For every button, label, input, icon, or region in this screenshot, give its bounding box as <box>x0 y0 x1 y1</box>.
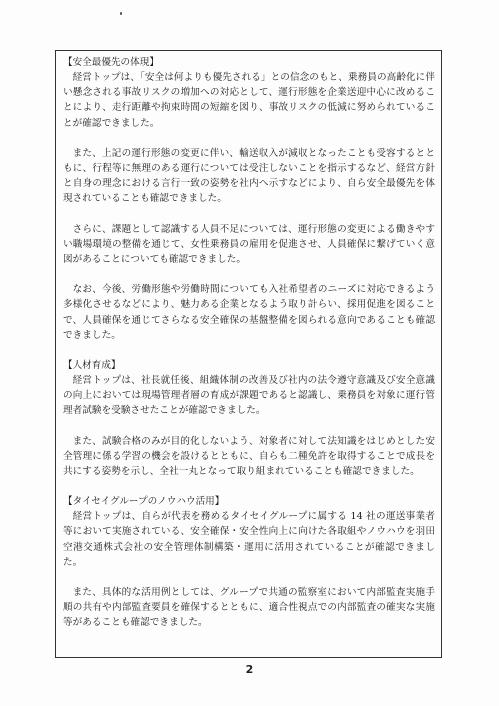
section-heading: 【人材育成】 <box>63 360 121 372</box>
section-paragraph: なお、今後、労働形態や労働時間についても入社希望者のニーズに対応できるよう多様化させるなどにより、魅力ある企業となるよう取り計らい、採用促進を図ることで、人員確保を通じてさらなる安全確保の基盤整備を図られる意向であることも確認できました。 <box>63 284 435 341</box>
section-paragraph: また、具体的な活用例としては、グループで共通の監察室において内部監査実施手順の共有や内部監査要員を確保するとともに、適合性視点での内部監査の確実な実施等があることも確認できました。 <box>63 587 435 629</box>
scan-speck <box>120 12 122 15</box>
section-heading: 【安全最優先の体現】 <box>63 57 159 68</box>
section-paragraph: 経営トップは、自らが代表を務めるタイセイグループに属する 14 社の運送事業者等において実施されている、安全確保・安全性向上に向けた各取組やノウハウを羽田空港交通株式会社の安全管理体制構築・運用に活用されていることが確認できました。 <box>63 511 435 568</box>
section-human-resources <box>63 358 435 479</box>
section-paragraph: 経営トップは、社長就任後、組織体制の改善及び社内の法令遵守意識及び安全意識の向上においては現場管理者層の育成が課題であると認識し、乗務員を対象に運行管理者試験を受験させたことが確認できました。 <box>63 375 435 417</box>
section-group-knowhow <box>63 494 435 630</box>
page-number: 2 <box>245 663 254 676</box>
section-paragraph: また、上記の運行形態の変更に伴い、輸送収入が減収となったことも受容するとともに、行程等に無理のある運行については受注しないことを指示するなど、経営方針と自身の理念における言行一致の姿勢を社内へ示すなどにより、自ら安全最優先を体現されていることも確認できました。 <box>63 147 435 205</box>
content-frame <box>55 50 442 658</box>
section-safety-first <box>63 55 435 343</box>
section-paragraph: さらに、課題として認識する人員不足については、運行形態の変更による働きやすい職場環境の整備を通じて、女性乗務員の雇用を促進させ、人員確保に繋げていく意図があることについても確認できました。 <box>63 223 435 266</box>
section-heading: 【タイセイグループのノウハウ活用】 <box>63 496 225 508</box>
section-paragraph: 経営トップは、「安全は何よりも優先される」との信念のもと、乗務員の高齢化に伴い懸念される事故リスクの増加への対応として、運行形態を企業送迎中心に改めることにより、走行距離や拘束時間の短縮を図り、事故リスクの低減に努められていることが確認できました。 <box>63 72 435 129</box>
section-paragraph: また、試験合格のみが目的化しないよう、対象者に対して法知識をはじめとした安全管理に係る学習の機会を設けるとともに、自らも二種免許を取得することで成長を共にする姿勢を示し、全社一丸となって取り組まれていることも確認できました。 <box>63 435 435 478</box>
